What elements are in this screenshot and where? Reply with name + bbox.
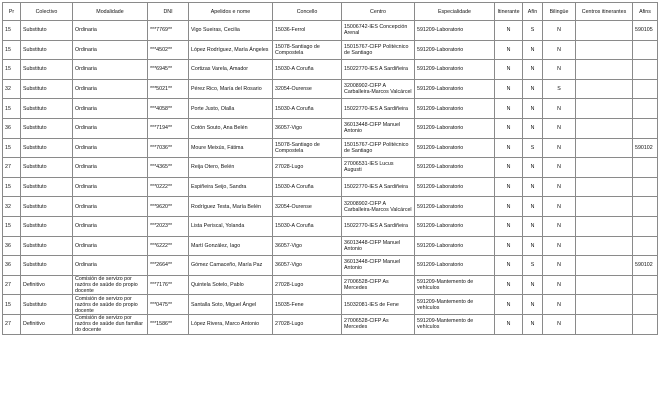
table-row [3,216,658,236]
cell-concello: 36057-Vigo [273,236,342,256]
cell-especialidade: 591209-Mantemento de vehículos [415,275,495,295]
cell-nome: Martí González, Iago [189,236,273,256]
cell-pr: 32 [3,197,21,217]
cell-pr: 36 [3,236,21,256]
cell-dni: ***6222** [148,236,189,256]
header-afin: Afín [523,3,543,21]
cell-afin: N [523,60,543,80]
cell-centro: 15022770-IES A Sardiñeira [342,99,415,119]
cell-afin: N [523,177,543,197]
cell-centro: 36013448-CIFP Manuel Antonio [342,118,415,138]
cell-centro: 15015767-CIFP Politécnico de Santiago [342,40,415,60]
cell-colectivo: Definitivo [21,275,73,295]
cell-afin: N [523,275,543,295]
cell-dni: ***1586** [148,314,189,334]
cell-itinerante: N [495,197,523,217]
table-body [3,21,658,335]
cell-bilingue: N [543,118,576,138]
cell-modalidade: Ordinaria [73,99,148,119]
cell-afins [633,216,658,236]
cell-concello: 15036-Ferrol [273,21,342,41]
cell-concello: 15030-A Coruña [273,60,342,80]
cell-dni: ***7036** [148,138,189,158]
cell-centro: 32008902-CIFP A Carballeira-Marcos Valcárcel [342,79,415,99]
cell-modalidade: Ordinaria [73,60,148,80]
cell-centro: 15006742-IES Concepción Arenal [342,21,415,41]
cell-especialidade: 591209-Laboratorio [415,79,495,99]
cell-afins [633,295,658,315]
cell-colectivo: Substituto [21,60,73,80]
cell-colectivo: Substituto [21,295,73,315]
cell-pr: 36 [3,118,21,138]
cell-modalidade: Ordinaria [73,138,148,158]
cell-nome: Santalla Soto, Miguel Ángel [189,295,273,315]
cell-centro: 15022770-IES A Sardiñeira [342,60,415,80]
cell-afin: S [523,256,543,276]
table-row [3,295,658,315]
cell-dni: ***4058** [148,99,189,119]
cell-centro: 15022770-IES A Sardiñeira [342,216,415,236]
cell-centro: 15032081-IES de Fene [342,295,415,315]
table-row [3,40,658,60]
cell-modalidade: Ordinaria [73,40,148,60]
cell-afin: N [523,99,543,119]
cell-colectivo: Substituto [21,21,73,41]
cell-centro: 27006528-CIFP As Mercedes [342,275,415,295]
cell-centros-itinerantes [576,314,633,334]
cell-afin: N [523,158,543,178]
cell-afins [633,158,658,178]
cell-afin: S [523,138,543,158]
cell-pr: 27 [3,314,21,334]
header-itinerante: Itinerante [495,3,523,21]
cell-bilingue: N [543,256,576,276]
cell-bilingue: N [543,177,576,197]
cell-pr: 27 [3,275,21,295]
cell-pr: 15 [3,138,21,158]
cell-afins [633,60,658,80]
cell-bilingue: N [543,197,576,217]
cell-dni: ***2023** [148,216,189,236]
cell-colectivo: Substituto [21,197,73,217]
cell-itinerante: N [495,99,523,119]
header-pr: Pr [3,3,21,21]
cell-centro: 27006531-IES Lucus Augusti [342,158,415,178]
cell-pr: 36 [3,256,21,276]
cell-concello: 32054-Ourense [273,79,342,99]
cell-itinerante: N [495,79,523,99]
cell-itinerante: N [495,177,523,197]
cell-colectivo: Substituto [21,216,73,236]
cell-bilingue: S [543,79,576,99]
cell-itinerante: N [495,138,523,158]
cell-afins: 590102 [633,256,658,276]
cell-pr: 32 [3,79,21,99]
cell-nome: Lista Periscal, Yolanda [189,216,273,236]
cell-concello: 27028-Lugo [273,314,342,334]
cell-especialidade: 591209-Laboratorio [415,60,495,80]
cell-afins [633,275,658,295]
cell-dni: ***2664** [148,256,189,276]
cell-afins: 590102 [633,138,658,158]
cell-pr: 15 [3,177,21,197]
cell-pr: 15 [3,216,21,236]
table-row [3,99,658,119]
cell-itinerante: N [495,295,523,315]
table-row [3,177,658,197]
cell-concello: 15030-A Coruña [273,216,342,236]
cell-modalidade: Ordinaria [73,197,148,217]
cell-pr: 15 [3,21,21,41]
cell-afins [633,236,658,256]
cell-especialidade: 591209-Laboratorio [415,138,495,158]
cell-nome: López Rivera, Marco Antonio [189,314,273,334]
cell-bilingue: N [543,314,576,334]
cell-bilingue: N [543,216,576,236]
cell-bilingue: N [543,99,576,119]
cell-afins [633,79,658,99]
cell-especialidade: 591209-Laboratorio [415,216,495,236]
header-colectivo: Colectivo [21,3,73,21]
cell-itinerante: N [495,314,523,334]
cell-dni: ***4365** [148,158,189,178]
cell-especialidade: 591209-Laboratorio [415,236,495,256]
cell-modalidade: Ordinaria [73,236,148,256]
table-row [3,138,658,158]
cell-dni: ***7769** [148,21,189,41]
cell-pr: 15 [3,295,21,315]
cell-centros-itinerantes [576,295,633,315]
cell-modalidade: Ordinaria [73,158,148,178]
cell-dni: ***5021** [148,79,189,99]
cell-modalidade: Comisión de servizo por razóns de saúde do propio docente [73,275,148,295]
cell-nome: Rodríguez Testa, María Belén [189,197,273,217]
cell-centro: 36013448-CIFP Manuel Antonio [342,256,415,276]
header-centro: Centro [342,3,415,21]
header-centros-itinerantes: Centros itinerantes [576,3,633,21]
cell-afins [633,99,658,119]
cell-nome: Gómez Camaceño, María Paz [189,256,273,276]
cell-especialidade: 591209-Laboratorio [415,256,495,276]
cell-pr: 27 [3,158,21,178]
cell-centros-itinerantes [576,197,633,217]
cell-dni: ***7194** [148,118,189,138]
cell-itinerante: N [495,236,523,256]
cell-itinerante: N [495,158,523,178]
cell-modalidade: Comisión de servizo por razóns de saúde do propio docente [73,295,148,315]
cell-centros-itinerantes [576,40,633,60]
cell-especialidade: 591209-Laboratorio [415,197,495,217]
cell-concello: 36057-Vigo [273,256,342,276]
cell-colectivo: Substituto [21,177,73,197]
cell-bilingue: N [543,275,576,295]
cell-colectivo: Substituto [21,79,73,99]
cell-modalidade: Ordinaria [73,118,148,138]
cell-afin: N [523,295,543,315]
cell-centros-itinerantes [576,275,633,295]
cell-modalidade: Ordinaria [73,216,148,236]
cell-itinerante: N [495,275,523,295]
cell-concello: 15035-Fene [273,295,342,315]
cell-modalidade: Ordinaria [73,256,148,276]
cell-centro: 15015767-CIFP Politécnico de Santiago [342,138,415,158]
cell-concello: 27028-Lugo [273,275,342,295]
header-bilingue: Bilingüe [543,3,576,21]
cell-itinerante: N [495,256,523,276]
cell-concello: 27028-Lugo [273,158,342,178]
cell-colectivo: Substituto [21,118,73,138]
header-especialidade: Especialidade [415,3,495,21]
cell-itinerante: N [495,60,523,80]
cell-concello: 15030-A Coruña [273,99,342,119]
cell-bilingue: N [543,158,576,178]
cell-centros-itinerantes [576,177,633,197]
cell-nome: Vigo Sueiras, Cecilia [189,21,273,41]
cell-dni: ***4502** [148,40,189,60]
cell-itinerante: N [495,216,523,236]
cell-centros-itinerantes [576,79,633,99]
cell-dni: ***0222** [148,177,189,197]
header-modalidade: Modalidade [73,3,148,21]
cell-modalidade: Comisión de servizo por razóns de saúde dun familiar do docente [73,314,148,334]
cell-centros-itinerantes [576,236,633,256]
cell-nome: Espiñeira Seijo, Sandra [189,177,273,197]
cell-dni: ***0475** [148,295,189,315]
cell-afin: N [523,118,543,138]
cell-colectivo: Definitivo [21,314,73,334]
cell-afins [633,118,658,138]
table-row [3,21,658,41]
cell-colectivo: Substituto [21,158,73,178]
cell-centros-itinerantes [576,158,633,178]
cell-afins [633,197,658,217]
cell-dni: ***9620** [148,197,189,217]
cell-nome: Cotón Souto, Ana Belén [189,118,273,138]
cell-nome: López Rodríguez, María Ángeles [189,40,273,60]
cell-modalidade: Ordinaria [73,79,148,99]
table-row [3,197,658,217]
cell-concello: 36057-Vigo [273,118,342,138]
cell-modalidade: Ordinaria [73,21,148,41]
cell-nome: Quintela Sotelo, Pablo [189,275,273,295]
cell-especialidade: 591209-Mantemento de vehículos [415,314,495,334]
cell-bilingue: N [543,60,576,80]
cell-colectivo: Substituto [21,256,73,276]
cell-afin: N [523,197,543,217]
cell-concello: 32054-Ourense [273,197,342,217]
cell-itinerante: N [495,21,523,41]
cell-nome: Moure Meixús, Fátima [189,138,273,158]
cell-nome: Porte Justo, Olalla [189,99,273,119]
cell-nome: Pérez Rico, María del Rosario [189,79,273,99]
cell-centros-itinerantes [576,118,633,138]
cell-especialidade: 591209-Laboratorio [415,21,495,41]
assignments-table [2,2,658,335]
cell-afin: N [523,216,543,236]
table-row [3,79,658,99]
cell-colectivo: Substituto [21,99,73,119]
header-row [3,3,658,21]
cell-especialidade: 591209-Laboratorio [415,177,495,197]
cell-bilingue: N [543,138,576,158]
cell-afin: N [523,236,543,256]
cell-modalidade: Ordinaria [73,177,148,197]
header-afins: Afins [633,3,658,21]
cell-centros-itinerantes [576,256,633,276]
cell-centro: 36013448-CIFP Manuel Antonio [342,236,415,256]
cell-bilingue: N [543,40,576,60]
cell-concello: 15078-Santiago de Compostela [273,138,342,158]
cell-afins [633,177,658,197]
cell-centros-itinerantes [576,99,633,119]
cell-centro: 27006528-CIFP As Mercedes [342,314,415,334]
table-row [3,275,658,295]
cell-centros-itinerantes [576,216,633,236]
cell-especialidade: 591209-Laboratorio [415,99,495,119]
table-row [3,60,658,80]
header-dni: DNI [148,3,189,21]
cell-centro: 15022770-IES A Sardiñeira [342,177,415,197]
cell-colectivo: Substituto [21,236,73,256]
cell-afin: N [523,40,543,60]
cell-concello: 15030-A Coruña [273,177,342,197]
cell-itinerante: N [495,118,523,138]
cell-afin: N [523,314,543,334]
cell-afin: S [523,21,543,41]
cell-itinerante: N [495,40,523,60]
cell-pr: 15 [3,99,21,119]
cell-especialidade: 591209-Laboratorio [415,40,495,60]
cell-centro: 32008902-CIFP A Carballeira-Marcos Valcárcel [342,197,415,217]
cell-bilingue: N [543,236,576,256]
cell-pr: 15 [3,40,21,60]
cell-colectivo: Substituto [21,40,73,60]
table-row [3,236,658,256]
table-row [3,314,658,334]
cell-dni: ***6945** [148,60,189,80]
table-row [3,158,658,178]
table-row [3,118,658,138]
cell-pr: 15 [3,60,21,80]
cell-centros-itinerantes [576,60,633,80]
cell-especialidade: 591209-Laboratorio [415,158,495,178]
cell-bilingue: N [543,21,576,41]
cell-centros-itinerantes [576,138,633,158]
cell-bilingue: N [543,295,576,315]
cell-nome: Cortizas Varela, Amador [189,60,273,80]
cell-afins [633,314,658,334]
cell-especialidade: 591209-Laboratorio [415,118,495,138]
table-row [3,256,658,276]
cell-nome: Reija Otero, Belén [189,158,273,178]
cell-afin: N [523,79,543,99]
cell-centros-itinerantes [576,21,633,41]
cell-concello: 15078-Santiago de Compostela [273,40,342,60]
cell-colectivo: Substituto [21,138,73,158]
cell-especialidade: 591209-Mantemento de vehículos [415,295,495,315]
header-apelidos: Apelidos e nome [189,3,273,21]
header-concello: Concello [273,3,342,21]
cell-afins [633,40,658,60]
cell-dni: ***7176** [148,275,189,295]
cell-afins: 590105 [633,21,658,41]
